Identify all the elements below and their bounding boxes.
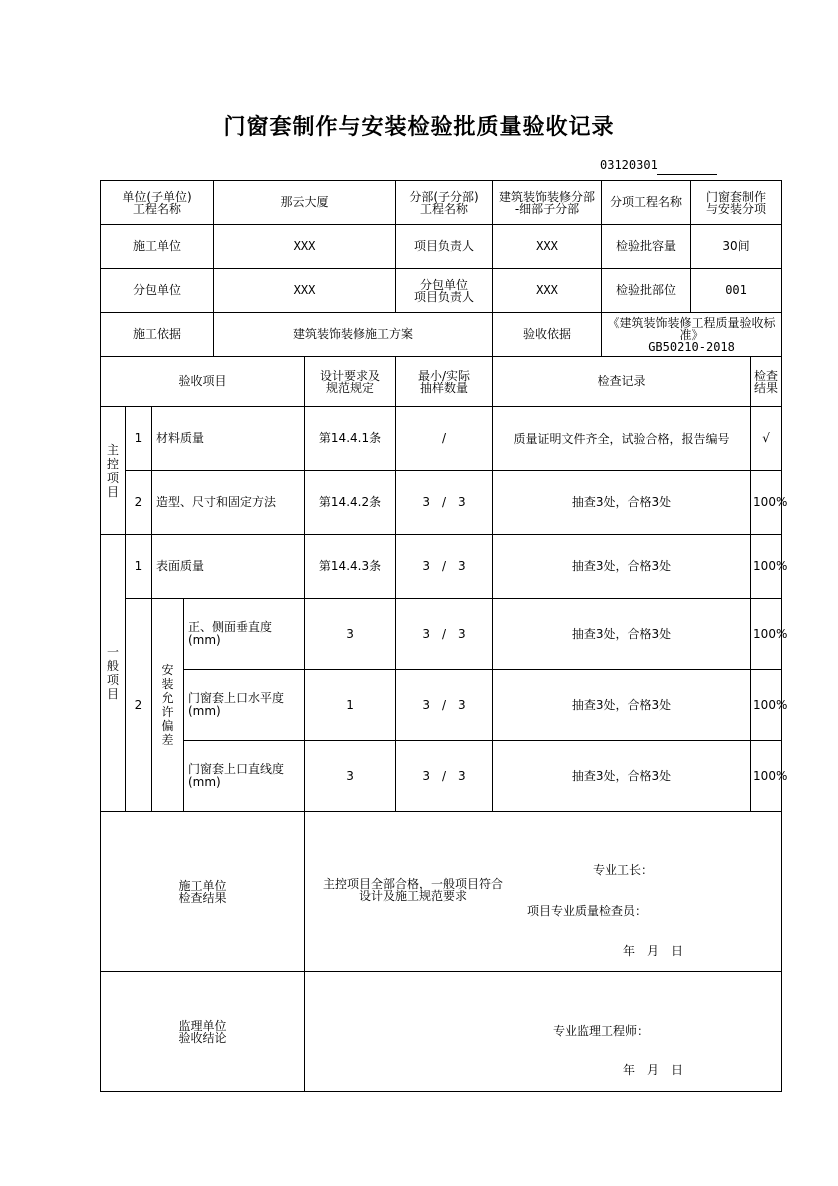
supervisor-check-label: 监理单位 验收结论 (101, 972, 305, 1092)
batch-part-value: 001 (691, 269, 782, 313)
division-name-label: 分部(子分部) 工程名称 (396, 181, 493, 225)
contractor-date: 年 月 日 (623, 944, 684, 958)
tolerance-item-sample: 3 / 3 (396, 670, 493, 741)
col-record-header: 检查记录 (493, 357, 751, 407)
subcontractor-value: XXX (214, 269, 396, 313)
main-item-design: 第14.4.1条 (305, 407, 396, 471)
general-item-name: 表面质量 (152, 535, 305, 599)
sub-pm-value: XXX (493, 269, 602, 313)
main-item-record: 抽查3处，合格3处 (493, 471, 751, 535)
main-item-sample: 3 / 3 (396, 471, 493, 535)
batch-capacity-value: 30间 (691, 225, 782, 269)
tolerance-item-name: 门窗套上口直线度(mm) (184, 741, 305, 812)
tolerance-item-record: 抽查3处，合格3处 (493, 670, 751, 741)
col-result-header: 检查 结果 (751, 357, 782, 407)
tolerance-item-no: 2 (126, 599, 152, 812)
main-item-result: √ (751, 407, 782, 471)
document-code: 03120301 (600, 158, 658, 172)
tolerance-item-name: 门窗套上口水平度(mm) (184, 670, 305, 741)
main-item-name: 材料质量 (152, 407, 305, 471)
contractor-value: XXX (214, 225, 396, 269)
batch-capacity-label: 检验批容量 (602, 225, 691, 269)
acceptance-basis-label: 验收依据 (493, 313, 602, 357)
tolerance-item-sample: 3 / 3 (396, 599, 493, 670)
main-control-group-label: 主 控 项 目 (101, 407, 126, 535)
subcontractor-label: 分包单位 (101, 269, 214, 313)
tolerance-item-name: 正、侧面垂直度(mm) (184, 599, 305, 670)
acceptance-basis-value: 《建筑装饰装修工程质量验收标准》 GB50210-2018 (602, 313, 782, 357)
sub-item-name-label: 分项工程名称 (602, 181, 691, 225)
batch-part-label: 检验批部位 (602, 269, 691, 313)
contractor-conclusion: 主控项目全部合格，一般项目符合 设计及施工规范要求 (322, 877, 503, 903)
main-item-no: 1 (126, 407, 152, 471)
project-manager-label: 项目负责人 (396, 225, 493, 269)
quality-inspector-label: 项目专业质量检查员： (527, 904, 648, 918)
general-item-sample: 3 / 3 (396, 535, 493, 599)
main-item-no: 2 (126, 471, 152, 535)
inspection-record-table (100, 180, 788, 1092)
main-item-record: 质量证明文件齐全，试验合格，报告编号 (493, 407, 751, 471)
division-name-value: 建筑装饰装修分部 -细部子分部 (493, 181, 602, 225)
tolerance-group-label: 安 装 允 许 偏 差 (152, 599, 184, 812)
unit-name-value: 那云大厦 (214, 181, 396, 225)
tolerance-item-sample: 3 / 3 (396, 741, 493, 812)
contractor-check-label: 施工单位 检查结果 (101, 812, 305, 972)
unit-name-label: 单位(子单位) 工程名称 (101, 181, 214, 225)
tolerance-item-design: 3 (305, 599, 396, 670)
general-item-no: 1 (126, 535, 152, 599)
page-title: 门窗套制作与安装检验批质量验收记录 (223, 115, 615, 140)
foreman-signature-label: 专业工长： (593, 863, 654, 877)
tolerance-item-result: 100% (751, 741, 782, 812)
main-item-result: 100% (751, 471, 782, 535)
main-item-sample: / (396, 407, 493, 471)
general-item-result: 100% (751, 535, 782, 599)
general-group-label: 一 般 项 目 (101, 535, 126, 812)
supervising-engineer-label: 专业监理工程师： (553, 1024, 650, 1038)
tolerance-item-design: 1 (305, 670, 396, 741)
code-underline (657, 174, 717, 175)
col-design-header: 设计要求及 规范规定 (305, 357, 396, 407)
main-item-design: 第14.4.2条 (305, 471, 396, 535)
supervisor-check-area (305, 972, 782, 1092)
general-item-design: 第14.4.3条 (305, 535, 396, 599)
general-item-record: 抽查3处，合格3处 (493, 535, 751, 599)
project-manager-value: XXX (493, 225, 602, 269)
construction-basis-label: 施工依据 (101, 313, 214, 357)
tolerance-item-record: 抽查3处，合格3处 (493, 599, 751, 670)
col-sample-header: 最小/实际 抽样数量 (396, 357, 493, 407)
sub-pm-label: 分包单位 项目负责人 (396, 269, 493, 313)
construction-basis-value: 建筑装饰装修施工方案 (214, 313, 493, 357)
col-item-header: 验收项目 (101, 357, 305, 407)
sub-item-name-value: 门窗套制作 与安装分项 (691, 181, 782, 225)
tolerance-item-design: 3 (305, 741, 396, 812)
tolerance-item-result: 100% (751, 670, 782, 741)
contractor-check-area (305, 812, 782, 972)
supervisor-date: 年 月 日 (623, 1063, 684, 1077)
main-item-name: 造型、尺寸和固定方法 (152, 471, 305, 535)
tolerance-item-record: 抽查3处，合格3处 (493, 741, 751, 812)
tolerance-item-result: 100% (751, 599, 782, 670)
contractor-label: 施工单位 (101, 225, 214, 269)
